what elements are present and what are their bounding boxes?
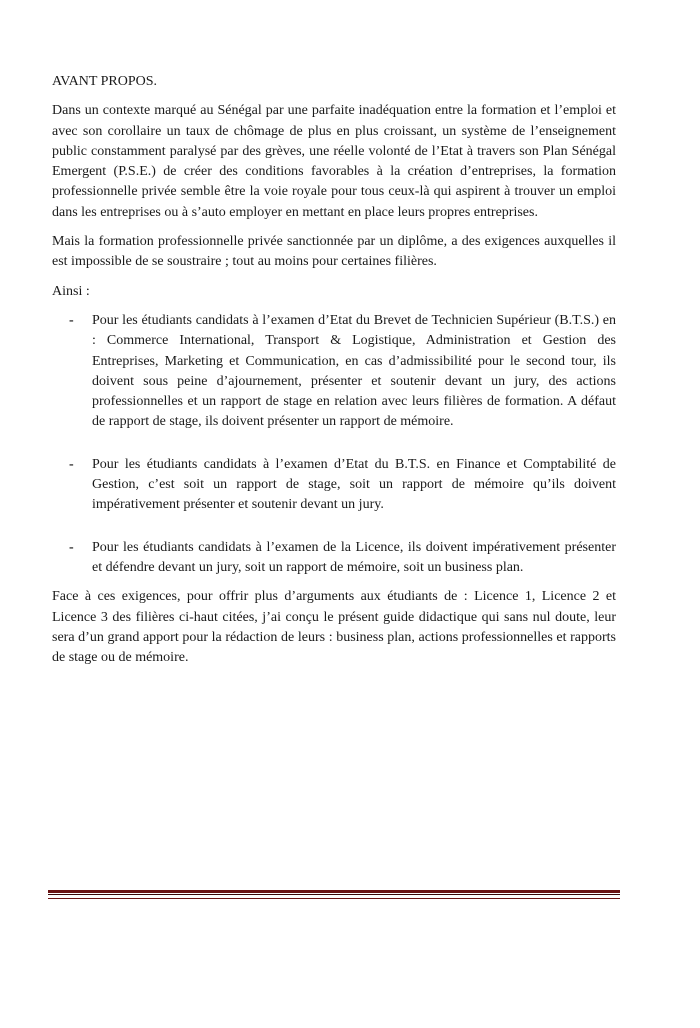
page-title: AVANT PROPOS. xyxy=(52,74,158,89)
list-item xyxy=(52,455,616,516)
list-item-text: Pour les étudiants candidats à l’examen d’Etat du B.T.S. en Finance et Comptabilité de Gestion, c’est soit un rapport de stage, soit un rapport de mémoire qu’ils doivent impérativement présenter et soutenir devant un jury. xyxy=(92,456,616,513)
dash-bullet-icon: - xyxy=(69,539,74,555)
exam-requirements-list xyxy=(52,311,616,578)
list-item xyxy=(52,538,616,579)
footer-divider-thin-line xyxy=(48,898,620,899)
requirements-paragraph: Mais la formation professionnelle privée sanctionnée par un diplôme, a des exigences auxquelles il est impossible de se soustraire ; tout au moins pour certaines filières. xyxy=(52,234,616,270)
document-page xyxy=(52,72,616,677)
dash-bullet-icon: - xyxy=(69,312,74,328)
intro-paragraph: Dans un contexte marqué au Sénégal par une parfaite inadéquation entre la formation et l’emploi et avec son corollaire un taux de chômage de plus en plus croissant, un système de l’enseignement public constamment paralysé par des grèves, une réelle volonté de l’Etat à travers son Plan Sénégal Emergent (P.S.E.) de créer des conditions favorables à la création d’entreprises, la formation professionnelle privée semble être la voie royale pour tous ceux-là qui aspirent à trouver un emploi dans les entreprises ou à s’auto employer en mettant en place leurs propres entreprises. xyxy=(52,103,616,220)
ainsi-paragraph: Ainsi : xyxy=(52,283,90,299)
footer-divider xyxy=(48,890,620,895)
closing-paragraph: Face à ces exigences, pour offrir plus d’arguments aux étudiants de : Licence 1, Licence 2 et Licence 3 des filières ci-haut citées, j’ai conçu le présent guide didactique qui sans nul doute, leur sera d’un grand apport pour la rédaction de leurs : business plan, actions professionnelles et rapports de stage ou de mémoire. xyxy=(52,589,616,666)
list-item-text: Pour les étudiants candidats à l’examen de la Licence, ils doivent impérativement présenter et défendre devant un jury, soit un rapport de mémoire, soit un business plan. xyxy=(92,539,616,575)
list-item-text: Pour les étudiants candidats à l’examen d’Etat du Brevet de Technicien Supérieur (B.T.S.) en : Commerce International, Transport & Logistique, Administration et Gestion des Entreprises, Marketing et Communication, en cas d’admissibilité pour le second tour, ils doivent sous peine d’ajournement, présenter et soutenir devant un jury, des actions professionnelles et un rapport de stage en relation avec leurs filières de formation. A défaut de rapport de stage, ils doivent présenter un rapport de mémoire. xyxy=(92,312,616,430)
dash-bullet-icon: - xyxy=(69,456,74,472)
list-item xyxy=(52,311,616,433)
